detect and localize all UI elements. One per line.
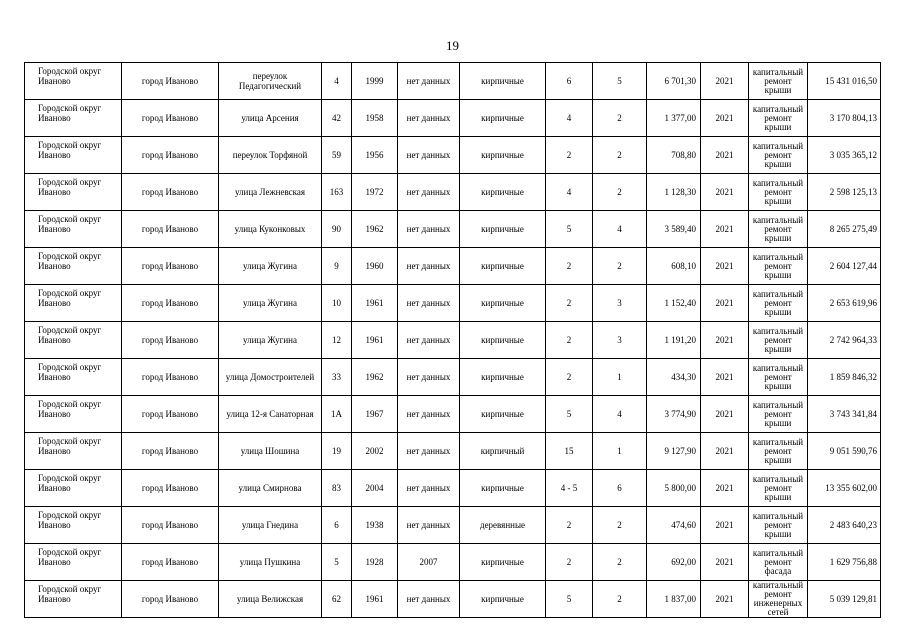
house-number-cell: 19 <box>322 433 352 470</box>
floors-cell: 15 <box>546 433 593 470</box>
wall-material-cell: кирпичные <box>460 211 546 248</box>
district-cell: Городской округ Иваново <box>25 174 122 211</box>
house-number-cell: 163 <box>322 174 352 211</box>
wall-material-cell: кирпичные <box>460 174 546 211</box>
wall-material-cell: кирпичные <box>460 544 546 581</box>
page-number: 19 <box>446 38 459 53</box>
work-type-cell: капитальный ремонт крыши <box>749 174 808 211</box>
entrances-cell: 1 <box>593 433 647 470</box>
last-repair-cell: нет данных <box>398 211 460 248</box>
year-built-cell: 1967 <box>352 396 398 433</box>
floors-cell: 2 <box>546 285 593 322</box>
floors-cell: 2 <box>546 544 593 581</box>
house-number-cell: 83 <box>322 470 352 507</box>
table-row <box>25 433 881 470</box>
floors-cell: 2 <box>546 322 593 359</box>
table-row <box>25 322 881 359</box>
area-cell: 1 377,00 <box>647 100 701 137</box>
house-number-cell: 9 <box>322 248 352 285</box>
year-built-cell: 1928 <box>352 544 398 581</box>
entrances-cell: 4 <box>593 211 647 248</box>
area-cell: 434,30 <box>647 359 701 396</box>
city-cell: город Иваново <box>122 174 219 211</box>
area-cell: 1 191,20 <box>647 322 701 359</box>
area-cell: 692,00 <box>647 544 701 581</box>
city-cell: город Иваново <box>122 100 219 137</box>
wall-material-cell: кирпичные <box>460 359 546 396</box>
area-cell: 708,80 <box>647 137 701 174</box>
last-repair-cell: нет данных <box>398 285 460 322</box>
wall-material-cell: кирпичные <box>460 248 546 285</box>
area-cell: 1 128,30 <box>647 174 701 211</box>
street-cell: переулок Педагогический <box>219 63 322 100</box>
cost-cell: 1 859 846,32 <box>808 359 881 396</box>
street-cell: улица Арсения <box>219 100 322 137</box>
city-cell: город Иваново <box>122 581 219 618</box>
last-repair-cell: нет данных <box>398 507 460 544</box>
street-cell: улица Шошина <box>219 433 322 470</box>
year-built-cell: 1962 <box>352 359 398 396</box>
city-cell: город Иваново <box>122 433 219 470</box>
street-cell: улица Лежневская <box>219 174 322 211</box>
year-built-cell: 1938 <box>352 507 398 544</box>
last-repair-cell: 2007 <box>398 544 460 581</box>
work-type-cell: капитальный ремонт крыши <box>749 285 808 322</box>
city-cell: город Иваново <box>122 544 219 581</box>
house-number-cell: 12 <box>322 322 352 359</box>
year-built-cell: 1972 <box>352 174 398 211</box>
cost-cell: 3 743 341,84 <box>808 396 881 433</box>
last-repair-cell: нет данных <box>398 174 460 211</box>
last-repair-cell: нет данных <box>398 100 460 137</box>
year-built-cell: 1956 <box>352 137 398 174</box>
table-row <box>25 174 881 211</box>
street-cell: переулок Торфяной <box>219 137 322 174</box>
house-number-cell: 62 <box>322 581 352 618</box>
entrances-cell: 1 <box>593 359 647 396</box>
street-cell: улица Жугина <box>219 322 322 359</box>
district-cell: Городской округ Иваново <box>25 248 122 285</box>
wall-material-cell: кирпичный <box>460 433 546 470</box>
table-row <box>25 137 881 174</box>
house-number-cell: 4 <box>322 63 352 100</box>
entrances-cell: 4 <box>593 396 647 433</box>
floors-cell: 2 <box>546 359 593 396</box>
cost-cell: 2 598 125,13 <box>808 174 881 211</box>
floors-cell: 5 <box>546 396 593 433</box>
cost-cell: 2 742 964,33 <box>808 322 881 359</box>
house-number-cell: 1А <box>322 396 352 433</box>
entrances-cell: 3 <box>593 285 647 322</box>
table-row <box>25 63 881 100</box>
floors-cell: 4 <box>546 100 593 137</box>
work-type-cell: капитальный ремонт инженерных сетей <box>749 581 808 618</box>
plan-year-cell: 2021 <box>701 433 749 470</box>
house-number-cell: 10 <box>322 285 352 322</box>
last-repair-cell: нет данных <box>398 322 460 359</box>
city-cell: город Иваново <box>122 63 219 100</box>
wall-material-cell: кирпичные <box>460 396 546 433</box>
area-cell: 6 701,30 <box>647 63 701 100</box>
plan-year-cell: 2021 <box>701 174 749 211</box>
city-cell: город Иваново <box>122 396 219 433</box>
plan-year-cell: 2021 <box>701 507 749 544</box>
wall-material-cell: кирпичные <box>460 322 546 359</box>
area-cell: 3 589,40 <box>647 211 701 248</box>
entrances-cell: 5 <box>593 63 647 100</box>
year-built-cell: 1958 <box>352 100 398 137</box>
district-cell: Городской округ Иваново <box>25 285 122 322</box>
entrances-cell: 6 <box>593 470 647 507</box>
cost-cell: 13 355 602,00 <box>808 470 881 507</box>
city-cell: город Иваново <box>122 285 219 322</box>
year-built-cell: 1962 <box>352 211 398 248</box>
work-type-cell: капитальный ремонт крыши <box>749 211 808 248</box>
last-repair-cell: нет данных <box>398 248 460 285</box>
table-row <box>25 211 881 248</box>
city-cell: город Иваново <box>122 507 219 544</box>
entrances-cell: 2 <box>593 544 647 581</box>
street-cell: улица Смирнова <box>219 470 322 507</box>
plan-year-cell: 2021 <box>701 137 749 174</box>
work-type-cell: капитальный ремонт крыши <box>749 359 808 396</box>
apartment-buildings-table <box>24 62 881 618</box>
cost-cell: 9 051 590,76 <box>808 433 881 470</box>
wall-material-cell: деревянные <box>460 507 546 544</box>
entrances-cell: 2 <box>593 507 647 544</box>
year-built-cell: 1961 <box>352 581 398 618</box>
table-row <box>25 470 881 507</box>
street-cell: улица Велижская <box>219 581 322 618</box>
year-built-cell: 1999 <box>352 63 398 100</box>
district-cell: Городской округ Иваново <box>25 470 122 507</box>
work-type-cell: капитальный ремонт крыши <box>749 100 808 137</box>
district-cell: Городской округ Иваново <box>25 359 122 396</box>
area-cell: 1 152,40 <box>647 285 701 322</box>
city-cell: город Иваново <box>122 322 219 359</box>
floors-cell: 6 <box>546 63 593 100</box>
entrances-cell: 2 <box>593 174 647 211</box>
cost-cell: 3 170 804,13 <box>808 100 881 137</box>
work-type-cell: капитальный ремонт крыши <box>749 248 808 285</box>
street-cell: улица Жугина <box>219 285 322 322</box>
last-repair-cell: нет данных <box>398 63 460 100</box>
last-repair-cell: нет данных <box>398 137 460 174</box>
entrances-cell: 2 <box>593 100 647 137</box>
work-type-cell: капитальный ремонт крыши <box>749 433 808 470</box>
work-type-cell: капитальный ремонт крыши <box>749 507 808 544</box>
wall-material-cell: кирпичные <box>460 63 546 100</box>
house-number-cell: 5 <box>322 544 352 581</box>
house-number-cell: 59 <box>322 137 352 174</box>
area-cell: 5 800,00 <box>647 470 701 507</box>
area-cell: 474,60 <box>647 507 701 544</box>
entrances-cell: 3 <box>593 322 647 359</box>
floors-cell: 2 <box>546 248 593 285</box>
district-cell: Городской округ Иваново <box>25 137 122 174</box>
table-row <box>25 285 881 322</box>
plan-year-cell: 2021 <box>701 248 749 285</box>
plan-year-cell: 2021 <box>701 322 749 359</box>
street-cell: улица Жугина <box>219 248 322 285</box>
plan-year-cell: 2021 <box>701 470 749 507</box>
cost-cell: 3 035 365,12 <box>808 137 881 174</box>
year-built-cell: 1961 <box>352 322 398 359</box>
area-cell: 608,10 <box>647 248 701 285</box>
plan-year-cell: 2021 <box>701 211 749 248</box>
district-cell: Городской округ Иваново <box>25 100 122 137</box>
city-cell: город Иваново <box>122 248 219 285</box>
work-type-cell: капитальный ремонт крыши <box>749 63 808 100</box>
table-row <box>25 544 881 581</box>
last-repair-cell: нет данных <box>398 359 460 396</box>
street-cell: улица Домостроителей <box>219 359 322 396</box>
floors-cell: 5 <box>546 211 593 248</box>
plan-year-cell: 2021 <box>701 396 749 433</box>
cost-cell: 2 653 619,96 <box>808 285 881 322</box>
street-cell: улица Куконковых <box>219 211 322 248</box>
work-type-cell: капитальный ремонт крыши <box>749 137 808 174</box>
district-cell: Городской округ Иваново <box>25 581 122 618</box>
table-row <box>25 581 881 618</box>
district-cell: Городской округ Иваново <box>25 322 122 359</box>
table-row <box>25 100 881 137</box>
floors-cell: 2 <box>546 137 593 174</box>
city-cell: город Иваново <box>122 211 219 248</box>
city-cell: город Иваново <box>122 137 219 174</box>
entrances-cell: 2 <box>593 137 647 174</box>
city-cell: город Иваново <box>122 359 219 396</box>
cost-cell: 15 431 016,50 <box>808 63 881 100</box>
area-cell: 9 127,90 <box>647 433 701 470</box>
wall-material-cell: кирпичные <box>460 100 546 137</box>
street-cell: улица 12-я Санаторная <box>219 396 322 433</box>
year-built-cell: 1961 <box>352 285 398 322</box>
last-repair-cell: нет данных <box>398 470 460 507</box>
floors-cell: 4 <box>546 174 593 211</box>
floors-cell: 5 <box>546 581 593 618</box>
last-repair-cell: нет данных <box>398 433 460 470</box>
plan-year-cell: 2021 <box>701 544 749 581</box>
cost-cell: 2 483 640,23 <box>808 507 881 544</box>
district-cell: Городской округ Иваново <box>25 544 122 581</box>
plan-year-cell: 2021 <box>701 359 749 396</box>
entrances-cell: 2 <box>593 581 647 618</box>
work-type-cell: капитальный ремонт крыши <box>749 322 808 359</box>
wall-material-cell: кирпичные <box>460 581 546 618</box>
cost-cell: 5 039 129,81 <box>808 581 881 618</box>
work-type-cell: капитальный ремонт крыши <box>749 396 808 433</box>
work-type-cell: капитальный ремонт крыши <box>749 470 808 507</box>
district-cell: Городской округ Иваново <box>25 433 122 470</box>
table-body <box>25 63 881 618</box>
plan-year-cell: 2021 <box>701 285 749 322</box>
district-cell: Городской округ Иваново <box>25 211 122 248</box>
work-type-cell: капитальный ремонт фасада <box>749 544 808 581</box>
area-cell: 1 837,00 <box>647 581 701 618</box>
district-cell: Городской округ Иваново <box>25 63 122 100</box>
plan-year-cell: 2021 <box>701 581 749 618</box>
table-row <box>25 507 881 544</box>
year-built-cell: 2004 <box>352 470 398 507</box>
house-number-cell: 42 <box>322 100 352 137</box>
cost-cell: 2 604 127,44 <box>808 248 881 285</box>
entrances-cell: 2 <box>593 248 647 285</box>
street-cell: улица Пушкина <box>219 544 322 581</box>
table-row <box>25 359 881 396</box>
cost-cell: 8 265 275,49 <box>808 211 881 248</box>
district-cell: Городской округ Иваново <box>25 396 122 433</box>
plan-year-cell: 2021 <box>701 63 749 100</box>
plan-year-cell: 2021 <box>701 100 749 137</box>
house-number-cell: 33 <box>322 359 352 396</box>
last-repair-cell: нет данных <box>398 396 460 433</box>
street-cell: улица Гнедина <box>219 507 322 544</box>
district-cell: Городской округ Иваново <box>25 507 122 544</box>
floors-cell: 4 - 5 <box>546 470 593 507</box>
last-repair-cell: нет данных <box>398 581 460 618</box>
house-number-cell: 6 <box>322 507 352 544</box>
wall-material-cell: кирпичные <box>460 470 546 507</box>
table-row <box>25 248 881 285</box>
city-cell: город Иваново <box>122 470 219 507</box>
year-built-cell: 2002 <box>352 433 398 470</box>
house-number-cell: 90 <box>322 211 352 248</box>
wall-material-cell: кирпичные <box>460 285 546 322</box>
table-row <box>25 396 881 433</box>
wall-material-cell: кирпичные <box>460 137 546 174</box>
floors-cell: 2 <box>546 507 593 544</box>
cost-cell: 1 629 756,88 <box>808 544 881 581</box>
area-cell: 3 774,90 <box>647 396 701 433</box>
year-built-cell: 1960 <box>352 248 398 285</box>
